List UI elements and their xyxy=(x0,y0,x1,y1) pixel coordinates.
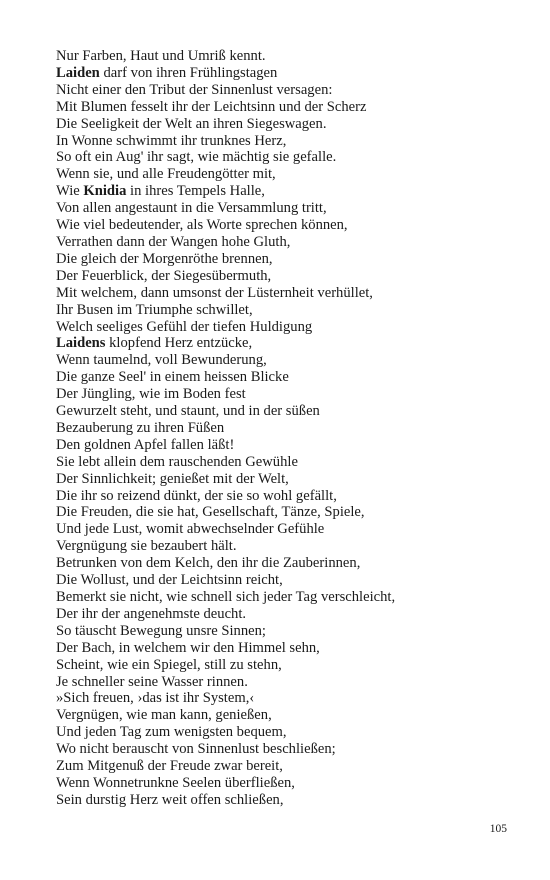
poem-line: Und jeden Tag zum wenigsten bequem, xyxy=(56,724,287,741)
poem-line: Von allen angestaunt in die Versammlung tritt, xyxy=(56,200,327,217)
poem-line: Der Feuerblick, der Siegesübermuth, xyxy=(56,267,272,284)
poem-line: Wenn taumelnd, voll Bewunderung, xyxy=(56,352,267,369)
poem-line: Welch seeliges Gefühl der tiefen Huldigung xyxy=(56,318,313,335)
poem-line: Die Seeligkeit der Welt an ihren Siegeswagen. xyxy=(56,115,327,132)
poem-text xyxy=(56,48,526,809)
poem-line: Verrathen dann der Wangen hohe Gluth, xyxy=(56,233,291,250)
poem-line: Der ihr der angenehmste deucht. xyxy=(56,605,247,622)
poem-line: Wo nicht berauscht von Sinnenlust beschließen; xyxy=(56,741,336,758)
poem-line: Betrunken von dem Kelch, den ihr die Zauberinnen, xyxy=(56,555,361,572)
poem-line: Vergnügen, wie man kann, genießen, xyxy=(56,707,272,724)
poem-line: Gewurzelt steht, und staunt, und in der süßen xyxy=(56,403,320,420)
poem-line: Die Freuden, die sie hat, Gesellschaft, Tänze, Spiele, xyxy=(56,504,365,521)
poem-line: Der Bach, in welchem wir den Himmel sehn, xyxy=(56,639,320,656)
poem-line: Nicht einer den Tribut der Sinnenlust versagen: xyxy=(56,81,333,98)
poem-line: »Sich freuen, ›das ist ihr System,‹ xyxy=(56,690,255,707)
poem-line: Die ihr so reizend dünkt, der sie so wohl gefällt, xyxy=(56,487,337,504)
poem-line: Den goldnen Apfel fallen läßt! xyxy=(56,436,235,453)
poem-line: Laidens klopfend Herz entzücke, xyxy=(56,335,253,352)
poem-line: Scheint, wie ein Spiegel, still zu stehn, xyxy=(56,656,282,673)
poem-line: Der Jüngling, wie im Boden fest xyxy=(56,386,246,403)
poem-line: Je schneller seine Wasser rinnen. xyxy=(56,673,248,690)
poem-line: So täuscht Bewegung unsre Sinnen; xyxy=(56,622,266,639)
poem-line: Wie viel bedeutender, als Worte sprechen können, xyxy=(56,217,348,234)
poem-line: Vergnügung sie bezaubert hält. xyxy=(56,538,237,555)
poem-line: Die ganze Seel' in einem heissen Blicke xyxy=(56,369,289,386)
poem-line: Und jede Lust, womit abwechselnder Gefühle xyxy=(56,521,325,538)
page-number: 105 xyxy=(489,823,507,835)
poem-line: So oft ein Aug' ihr sagt, wie mächtig sie gefalle. xyxy=(56,149,337,166)
poem-line: Sie lebt allein dem rauschenden Gewühle xyxy=(56,453,298,470)
poem-line: Wenn Wonnetrunkne Seelen überfließen, xyxy=(56,774,295,791)
poem-line: In Wonne schwimmt ihr trunknes Herz, xyxy=(56,132,287,149)
poem-line: Mit Blumen fesselt ihr der Leichtsinn und der Scherz xyxy=(56,98,367,115)
poem-line: Nur Farben, Haut und Umriß kennt. xyxy=(56,48,266,64)
poem-line: Der Sinnlichkeit; genießet mit der Welt, xyxy=(56,470,289,487)
poem-line: Bemerkt sie nicht, wie schnell sich jeder Tag verschleicht, xyxy=(56,589,396,605)
poem-line: Laiden darf von ihren Frühlingstagen xyxy=(56,64,278,81)
poem-line: Wie Knidia in ihres Tempels Halle, xyxy=(56,183,265,200)
poem-line: Ihr Busen im Triumphe schwillet, xyxy=(56,301,253,318)
poem-line: Bezauberung zu ihren Füßen xyxy=(56,419,225,436)
poem-line: Die gleich der Morgenröthe brennen, xyxy=(56,250,273,267)
poem-line: Zum Mitgenuß der Freude zwar bereit, xyxy=(56,758,283,775)
poem-line: Sein durstig Herz weit offen schließen, xyxy=(56,791,284,808)
poem-line: Mit welchem, dann umsonst der Lüsternheit verhüllet, xyxy=(56,284,373,301)
poem-line: Die Wollust, und der Leichtsinn reicht, xyxy=(56,572,283,589)
poem-line: Wenn sie, und alle Freudengötter mit, xyxy=(56,166,276,183)
